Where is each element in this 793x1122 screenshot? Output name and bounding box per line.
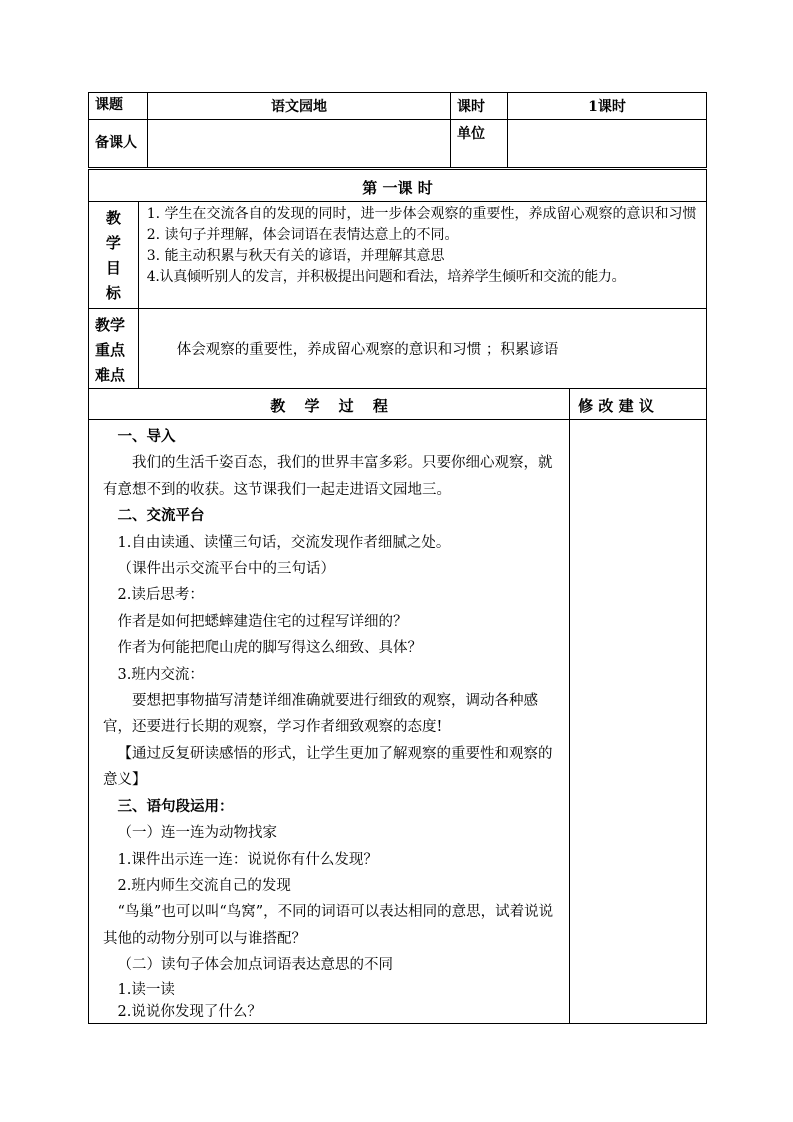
goal-item: 3. 能主动积累与秋天有关的谚语，并理解其意思	[146, 248, 445, 264]
paragraph: （课件出示交流平台中的三句话）	[117, 561, 335, 578]
lesson-table	[88, 169, 707, 1024]
goal-item: 4.认真倾听别人的发言，并积极提出问题和看法，培养学生倾听和交流的能力。	[146, 269, 626, 285]
keypoints-label: 教学 重点 难点	[89, 309, 139, 389]
header-table	[88, 92, 707, 168]
paragraph: 作者是如何把蟋蟀建造住宅的过程写详细的？	[117, 613, 408, 630]
paragraph: 1.课件出示连一连：说说你有什么发现？	[117, 851, 378, 868]
section-heading: 二、交流平台	[117, 507, 205, 525]
preparer-label: 备课人	[89, 120, 148, 168]
paragraph: 1.读一读	[117, 981, 175, 998]
preparer-value	[148, 120, 451, 168]
paragraph: 要想把事物描写清楚详细准确就要进行细致的观察，调动各种感官，还要进行长期的观察，学习作者细致观察的态度!	[103, 693, 538, 736]
goals-label: 教 学 目 标	[89, 202, 139, 309]
process-header: 教 学 过 程	[89, 389, 570, 420]
unit-label: 单位	[451, 120, 508, 168]
paragraph: 2.读后思考：	[117, 587, 204, 604]
paragraph: （一）连一连为动物找家	[117, 825, 277, 842]
topic-value: 语文园地	[148, 93, 451, 120]
goal-item: 2. 读句子并理解，体会词语在表情达意上的不同。	[146, 227, 459, 243]
paragraph: 作者为何能把爬山虎的脚写得这么细致、具体？	[117, 640, 422, 657]
paragraph: （二）读句子体会加点词语表达意思的不同	[117, 957, 393, 974]
paragraph: 我们的生活千姿百态，我们的世界丰富多彩。只要你细心观察，就有意想不到的收获。这节课我们一起走进语文园地三。	[103, 455, 553, 498]
lesson-title: 第 一课 时	[89, 170, 707, 202]
period-value: 1课时	[508, 93, 707, 120]
section-heading: 三、语句段运用：	[117, 797, 234, 815]
goal-item: 1. 学生在交流各自的发现的同时，进一步体会观察的重要性，养成留心观察的意识和习惯	[146, 206, 697, 222]
section-heading: 一、导入	[117, 428, 176, 445]
paragraph: 2.班内师生交流自己的发现	[117, 877, 291, 894]
suggestion-header: 修 改 建 议	[570, 389, 707, 420]
topic-label: 课题	[89, 93, 148, 120]
paragraph: “鸟巢”也可以叫“鸟窝”，不同的词语可以表达相同的意思，试着说说其他的动物分别可以与谁搭配？	[103, 904, 554, 947]
paragraph: 3.班内交流：	[117, 666, 204, 683]
suggestion-content	[570, 420, 707, 1024]
keypoints-text: 体会观察的重要性，养成留心观察的意识和习惯 ；积累谚语	[138, 309, 706, 389]
process-content	[89, 420, 570, 1024]
unit-value	[508, 120, 707, 168]
paragraph: 2.说说你发现了什么？	[117, 1003, 262, 1020]
period-label: 课时	[451, 93, 508, 120]
annotation: 【通过反复研读感悟的形式，让学生更加了解观察的重要性和观察的意义】	[103, 745, 553, 789]
goals-content	[138, 202, 706, 309]
paragraph: 1.自由读通、读懂三句话，交流发现作者细腻之处。	[117, 534, 451, 551]
